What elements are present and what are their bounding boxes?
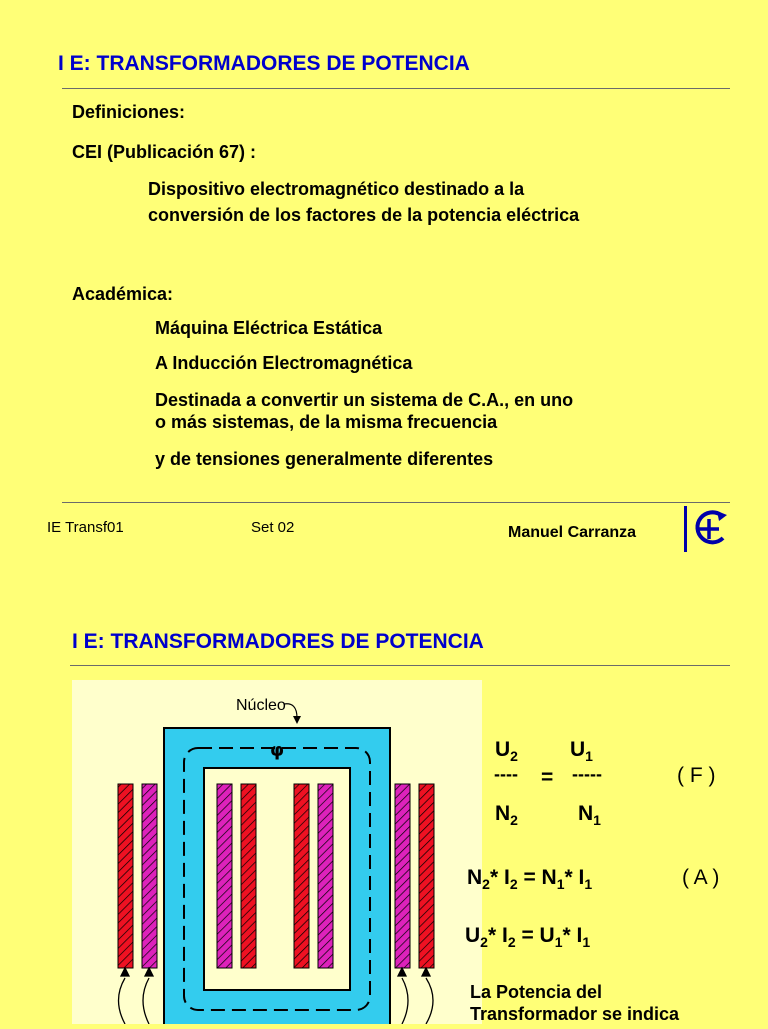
- eq-f-u1: U: [570, 738, 586, 761]
- eq-p-u1: = U: [515, 924, 555, 947]
- eq-a-i2-sub: 2: [509, 876, 518, 892]
- eq-a-n1: = N: [517, 866, 557, 889]
- eq-p-i1: * I: [562, 924, 583, 947]
- eq-f-u2: U: [495, 738, 511, 761]
- eq-f-n2: N: [495, 802, 511, 825]
- eq-f-n2-sub: 2: [510, 812, 518, 828]
- eq-a: [467, 866, 592, 892]
- cei-definition-line2: conversión de los factores de la potencia eléctrica: [148, 205, 580, 225]
- eq-p-u2: U: [465, 924, 481, 947]
- eq-power: [465, 924, 590, 950]
- eq-f-denominator-right: [578, 802, 601, 828]
- core-label: Núcleo: [236, 697, 286, 714]
- slide1-title: I E: TRANSFORMADORES DE POTENCIA: [58, 52, 470, 75]
- slide1-title-rule: [62, 88, 730, 89]
- eq-p-i2: * I: [487, 924, 508, 947]
- eq-p-i2-sub: 2: [507, 934, 516, 950]
- eq-a-tag: ( A ): [682, 866, 720, 889]
- slide2-title-rule: [70, 665, 730, 666]
- eq-f-fraction-bar-right: -----: [572, 764, 602, 784]
- academica-heading: Académica:: [72, 284, 174, 304]
- transformer-diagram: [72, 680, 482, 1024]
- academic-item: Destinada a convertir un sistema de C.A., en uno: [155, 390, 574, 410]
- power-note-line2: Transformador se indica: [470, 1004, 680, 1024]
- cei-definition-line1: Dispositivo electromagnético destinado a la: [148, 179, 525, 199]
- flux-symbol: φ: [269, 740, 285, 761]
- power-note-line1: La Potencia del: [470, 982, 603, 1002]
- footer-code: IE Transf01: [47, 519, 124, 536]
- academic-item: Máquina Eléctrica Estática: [155, 318, 383, 338]
- eq-f-tag: ( F ): [677, 764, 716, 787]
- definiciones-heading: Definiciones:: [72, 102, 186, 122]
- cei-heading: CEI (Publicación 67) :: [72, 142, 257, 162]
- eq-p-u1-sub: 1: [554, 934, 563, 950]
- eq-a-i1-sub: 1: [584, 876, 593, 892]
- eq-f-denominator-left: [495, 802, 518, 828]
- eq-a-n2: N: [467, 866, 483, 889]
- eq-p-i1-sub: 1: [582, 934, 591, 950]
- academic-item: y de tensiones generalmente diferentes: [155, 449, 494, 469]
- eq-f-numerator-right: [570, 738, 593, 764]
- footer-author: Manuel Carranza: [508, 524, 637, 541]
- eq-p-u2-sub: 2: [480, 934, 488, 950]
- eq-f-fraction-bar-left: ----: [494, 764, 518, 784]
- eq-a-i1: * I: [564, 866, 585, 889]
- academic-item: A Inducción Electromagnética: [155, 353, 413, 373]
- eq-f-numerator-left: [495, 738, 518, 764]
- logo-icon: [684, 506, 733, 552]
- eq-f-n1-sub: 1: [593, 812, 601, 828]
- academic-item: o más sistemas, de la misma frecuencia: [155, 412, 498, 432]
- eq-a-i2: * I: [489, 866, 510, 889]
- footer-rule: [62, 502, 730, 503]
- eq-a-n1-sub: 1: [556, 876, 565, 892]
- eq-f-u1-sub: 1: [585, 748, 593, 764]
- eq-f-equals: =: [541, 766, 554, 789]
- slide2-title: I E: TRANSFORMADORES DE POTENCIA: [72, 630, 484, 653]
- eq-f-u2-sub: 2: [510, 748, 518, 764]
- eq-f-n1: N: [578, 802, 594, 825]
- footer-set: Set 02: [251, 519, 295, 536]
- eq-a-n2-sub: 2: [482, 876, 490, 892]
